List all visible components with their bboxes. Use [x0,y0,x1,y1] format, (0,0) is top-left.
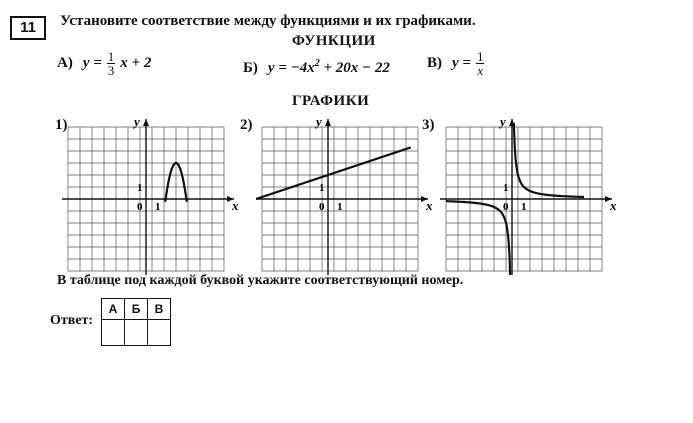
function-c-denominator: x [477,63,484,78]
x-axis-label: x [610,198,617,213]
answer-cell-c[interactable] [148,320,171,346]
function-a-lhs: y = [82,55,102,72]
graphs-heading: ГРАФИКИ [292,93,370,109]
answer-cell-a[interactable] [102,320,125,346]
function-a-label: А) [57,55,73,72]
function-a-denominator: 3 [107,63,115,78]
origin-label: 0 [503,201,509,213]
function-c-label: В) [427,55,442,72]
graph-2 [256,114,433,275]
graph-3 [440,49,617,285]
function-b-label: Б) [243,60,258,76]
y-axis-arrow [325,119,331,126]
answer-column-b: Б [125,299,148,320]
function-c-numerator: 1 [476,49,484,64]
graph-3-number: 3) [422,117,435,133]
task-statement: Установите соответствие между функциями и их графиками. [60,13,476,29]
answer-column-a: А [102,299,125,320]
y-unit-label: 1 [137,182,143,194]
x-unit-label: 1 [337,201,343,213]
y-unit-label: 1 [319,182,325,194]
x-unit-label: 1 [155,201,161,213]
x-axis-label: x [232,198,239,213]
function-c-lhs: y = [452,55,471,72]
y-axis-label: y [134,114,140,129]
origin-label: 0 [319,201,325,213]
functions-heading: ФУНКЦИИ [292,33,376,49]
answer-table [101,298,171,346]
task-number-badge: 11 [10,16,46,40]
y-axis-label: y [316,114,322,129]
answer-label: Ответ: [50,313,94,328]
graph-curve [256,147,411,199]
function-b-formula-post: + 20x − 22 [319,60,390,76]
x-axis-label: x [426,198,433,213]
answer-cell-b[interactable] [125,320,148,346]
graph-1-number: 1) [55,117,68,133]
function-a-rest: x + 2 [120,55,152,72]
graph-1 [62,114,239,275]
origin-label: 0 [137,201,143,213]
y-axis-arrow [143,119,149,126]
x-unit-label: 1 [521,201,527,213]
y-unit-label: 1 [503,182,509,194]
instruction-text: В таблице под каждой буквой укажите соответствующий номер. [57,273,464,288]
answer-column-c: В [148,299,171,320]
function-b-formula-pre: y = −4x [267,60,315,76]
function-a-numerator: 1 [107,49,115,64]
function-b-exponent: 2 [314,58,320,69]
y-axis-label: y [500,114,506,129]
graph-2-number: 2) [240,117,253,133]
